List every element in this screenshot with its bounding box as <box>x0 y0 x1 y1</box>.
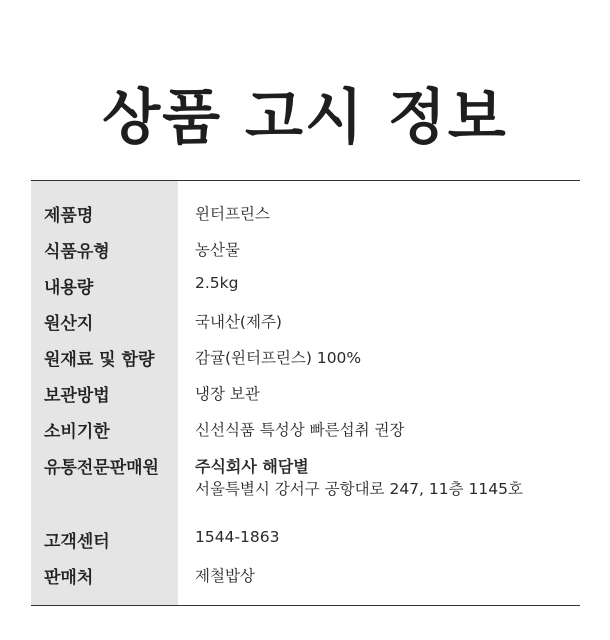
row-distributor <box>31 447 580 513</box>
row-seller <box>31 557 580 593</box>
row-product-name <box>31 195 580 231</box>
row-value: 감귤(윈터프린스) 100% <box>195 349 362 367</box>
row-content-amount <box>31 267 580 303</box>
row-value-address: 서울특별시 강서구 공항대로 247, 11층 1145호 <box>195 480 523 498</box>
row-label: 판매처 <box>44 568 94 588</box>
row-value: 농산물 <box>195 241 240 259</box>
row-value: 1544-1863 <box>195 528 280 546</box>
row-label: 제품명 <box>44 206 94 226</box>
row-label: 유통전문판매원 <box>44 458 159 478</box>
row-value: 주식회사 해담별 <box>195 457 309 476</box>
row-label: 보관방법 <box>44 386 110 406</box>
row-label: 원산지 <box>44 314 94 334</box>
page-title: 상품 고시 정보 <box>102 83 508 153</box>
row-ingredients <box>31 339 580 375</box>
row-value: 냉장 보관 <box>195 385 260 403</box>
row-value: 제철밥상 <box>195 567 255 585</box>
row-storage <box>31 375 580 411</box>
row-label: 내용량 <box>44 278 94 298</box>
row-label: 식품유형 <box>44 242 110 262</box>
row-customer-center <box>31 521 580 557</box>
row-expiration <box>31 411 580 447</box>
row-origin <box>31 303 580 339</box>
row-value: 국내산(제주) <box>195 313 282 331</box>
row-value: 신선식품 특성상 빠른섭취 권장 <box>195 421 405 439</box>
row-value: 윈터프린스 <box>195 205 270 223</box>
row-label: 고객센터 <box>44 532 110 552</box>
product-notice-table <box>31 180 580 606</box>
row-value: 2.5kg <box>195 274 239 292</box>
row-label: 원재료 및 함량 <box>44 350 155 370</box>
row-label: 소비기한 <box>44 422 110 442</box>
row-food-type <box>31 231 580 267</box>
